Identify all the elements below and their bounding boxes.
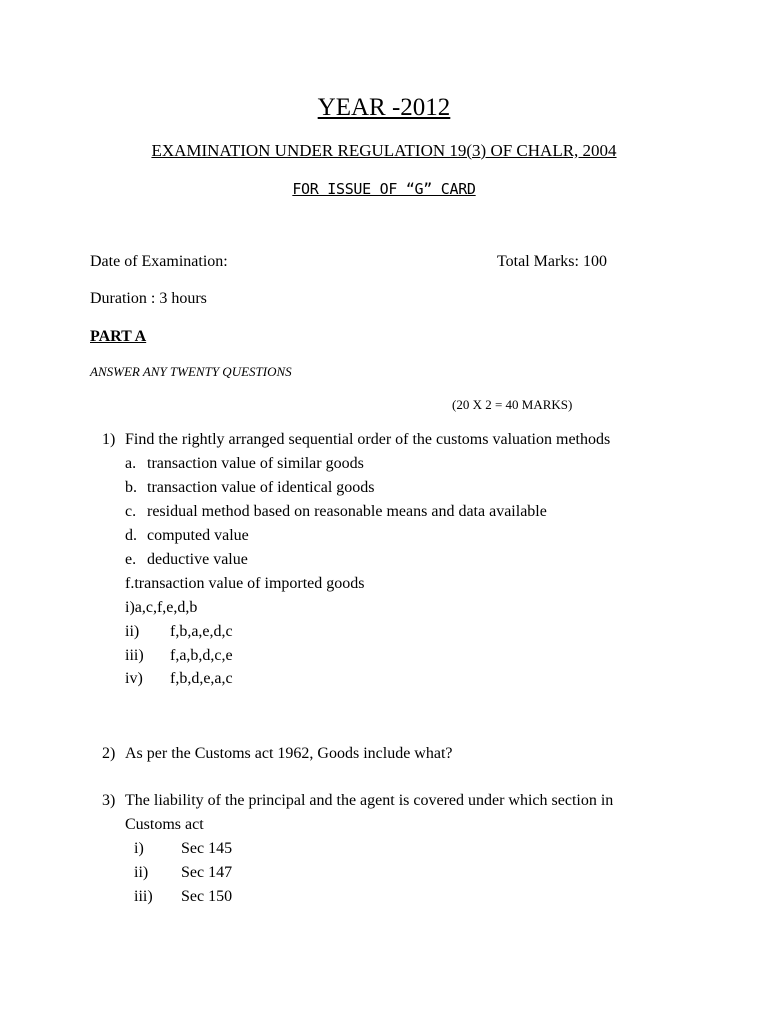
- question-text: Find the rightly arranged sequential order of the customs valuation methods: [125, 431, 611, 448]
- list-item-label: a.: [125, 455, 137, 472]
- part-marks: (20 X 2 = 40 MARKS): [452, 397, 573, 412]
- list-item-text: transaction value of similar goods: [147, 455, 364, 472]
- exam-regulation-heading: EXAMINATION UNDER REGULATION 19(3) OF CHALR, 2004: [151, 141, 617, 160]
- question-text: As per the Customs act 1962, Goods include what?: [125, 745, 453, 762]
- option-label: iii): [134, 888, 153, 905]
- list-item-text: transaction value of identical goods: [147, 479, 375, 496]
- list-item-text: deductive value: [147, 551, 248, 568]
- option-i: i)a,c,f,e,d,b: [125, 599, 198, 616]
- option-text: f,a,b,d,c,e: [170, 647, 233, 664]
- part-title: PART A: [90, 328, 147, 345]
- question-number: 1): [102, 431, 116, 448]
- option-label: ii): [125, 623, 140, 640]
- list-item-label: d.: [125, 527, 137, 544]
- option-label: iv): [125, 670, 143, 687]
- option-text: Sec 147: [181, 864, 233, 881]
- option-text: Sec 150: [181, 888, 233, 905]
- question-number: 3): [102, 792, 116, 809]
- list-item-label: b.: [125, 479, 137, 496]
- list-item-label: c.: [125, 503, 137, 520]
- option-label: iii): [125, 647, 144, 664]
- option-label: ii): [134, 864, 149, 881]
- option-label: i): [134, 840, 144, 857]
- question-text: The liability of the principal and the agent is covered under which section in: [125, 792, 614, 809]
- card-issue-heading: FOR ISSUE OF “G” CARD: [292, 180, 476, 198]
- question-text-continued: Customs act: [125, 816, 204, 833]
- duration: Duration : 3 hours: [90, 290, 207, 307]
- option-text: f,b,d,e,a,c: [170, 670, 233, 687]
- list-item-text: computed value: [147, 527, 249, 544]
- part-instruction: ANSWER ANY TWENTY QUESTIONS: [90, 364, 292, 379]
- list-item-f: f.transaction value of imported goods: [125, 575, 365, 592]
- option-text: f,b,a,e,d,c: [170, 623, 233, 640]
- date-of-examination-label: Date of Examination:: [90, 253, 228, 270]
- total-marks: Total Marks: 100: [497, 253, 607, 270]
- option-text: Sec 145: [181, 840, 233, 857]
- list-item-text: residual method based on reasonable means and data available: [147, 503, 547, 520]
- list-item-label: e.: [125, 551, 137, 568]
- year-title: YEAR -2012: [317, 94, 451, 121]
- question-number: 2): [102, 745, 116, 762]
